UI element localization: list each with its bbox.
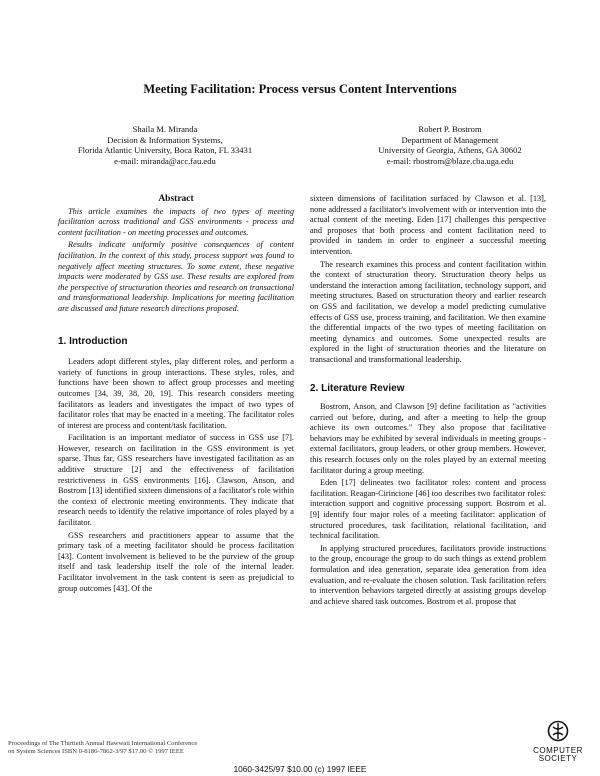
footer-copyright-code: 1060-3425/97 $10.00 (c) 1997 IEEE — [233, 764, 367, 774]
author-email: e-mail: rbostrom@blaze.cba.uga.edu — [386, 155, 514, 166]
paper-title: Meeting Facilitation: Process versus Content Interventions — [143, 82, 457, 96]
author-dept: Department of Management — [401, 134, 499, 145]
author-dept: Decision & Information Systems, — [107, 134, 223, 145]
body-paragraph: In applying structured procedures, facilitators provide instructions to the group, encourage the group to do such things as extend problem formulation and idea generation, separate idea generation from idea evaluation, and re-evaluate the chosen solution. Task facilitation refers to intervention behaviors targeted directly at assisting groups develop and achieve shared task outcomes. Bostrom et al. propose that — [310, 543, 546, 606]
body-paragraph: The research examines this process and content facilitation within the context of structuration theory. Structuration theory helps us understand the interaction among facilitation, technology support, and meeting structures. Based on structuration theory and earlier research on GSS and facilitation, we develop a model predicting cumulative effects of GSS use, process training, and facilitation. We then examine the differential impacts of the two types of meeting facilitation on meeting dynamics and outcomes. Some unexpected results are explored in the light of structuration theories and the literature on transactional and transformational leadership. — [310, 259, 546, 364]
right-column — [310, 194, 546, 609]
body-paragraph: Bostrom, Anson, and Clawson [9] define facilitation as "activities carried out before, during, and after a meeting to help the group achieve its own outcomes." They also propose that facilitative behaviors may be exhibited by several individuals in meeting groups - external facilitators, group leaders, or other group members. However, this research focuses only on the roles played by an external meeting facilitator during a group meeting. — [310, 402, 546, 475]
author-block-1 — [40, 124, 290, 166]
abstract-paragraph: This article examines the impacts of two types of meeting facilitation across traditional and GSS environments - process and content facilitation - on meeting processes and outcomes. — [58, 206, 294, 237]
abstract-paragraph: Results indicate uniformly positive consequences of content facilitation. In the context of this study, process support was found to negatively affect meeting structures. To some extent, these negative impacts were moderated by GSS use. These results are explored from the perspective of structuration theories and research on transactional and transformational leadership. Implications for meeting facilitation are discussed and future research directions proposed. — [58, 240, 294, 313]
ieee-cs-logo-icon — [547, 720, 569, 742]
author-email: e-mail: miranda@acc.fau.edu — [114, 155, 216, 166]
left-column — [58, 194, 294, 596]
author-name: Robert P. Bostrom — [418, 124, 482, 134]
logo-text: SOCIETY — [538, 754, 578, 763]
footer-proceedings-note — [8, 740, 197, 757]
body-paragraph: GSS researchers and practitioners appear to assume that the primary task of a meeting facilitator should be process facilitation [43]. Content involvement is believed to be the purview of the group itself and task leadership itself the role of the internal leader. Facilitator involvement in the task content is seen as prejudicial to group outcomes [43]. Of the — [58, 530, 294, 593]
author-institution: Florida Atlantic University, Boca Raton, FL 33431 — [77, 145, 253, 156]
author-name: Shaila M. Miranda — [132, 124, 198, 134]
section-heading: 1. Introduction — [58, 335, 128, 347]
abstract — [58, 194, 294, 315]
footer-note-line: Proceedings of The Thirtieth Annual Hawwaii International Conference — [8, 740, 198, 747]
body-paragraph: Leaders adopt different styles, play different roles, and perform a variety of functions in group interactions. These styles, roles, and functions have been shown to affect group processes and meeting outcomes [34, 39, 38, 20, 19]. This research considers meeting facilitators as leaders and investigates the impact of two types of facilitator roles that may be enacted in a meeting. The facilitator roles of interest are process and content/task facilitation. — [58, 357, 294, 430]
section-heading: 2. Literature Review — [310, 382, 405, 394]
computer-society-logo — [528, 720, 588, 763]
body-paragraph: Facilitation is an important mediator of success in GSS use [7]. However, research on facilitation in the GSS environment is yet sparse. Thus far, GSS researchers have investigated facilitation as an additive structure [2] and the effectiveness of facilitation restrictiveness in GSS environments [16]. Clawson, Anson, and Bostrom [13] identified sixteen dimensions of a facilitator's role within the context of electronic meeting environments. They indicate that research needs to identify the relative importance of roles played by a facilitator. — [58, 433, 294, 528]
abstract-heading: Abstract — [158, 194, 194, 204]
body-paragraph: Eden [17] delineates two facilitator roles: content and process facilitation. Reagan-Cirincione [46] too describes two facilitator roles: interaction support and cognitive processing support. Bostrom et al. [9] identify four major roles of a meeting facilitator: application of structured procedures, task facilitation, relational facilitation, and technical facilitation. — [310, 478, 546, 541]
author-institution: University of Georgia, Athens, GA 30602 — [378, 145, 522, 156]
author-block-2 — [325, 124, 575, 166]
footer-note-line: on System Sciences ISBN 0-8186-7862-3/97 $17.00 © 1997 IEEE — [8, 748, 184, 756]
body-paragraph: sixteen dimensions of facilitation surfaced by Clawson et al. [13], none addressed a facilitator's involvement with or intervention into the actual content of the meeting. Eden [17] challenges this perspective and proposes that both process and content facilitation need to provided in tandem in order to engineer a successful meeting intervention. — [310, 194, 546, 256]
logo-text: COMPUTER — [533, 746, 583, 755]
